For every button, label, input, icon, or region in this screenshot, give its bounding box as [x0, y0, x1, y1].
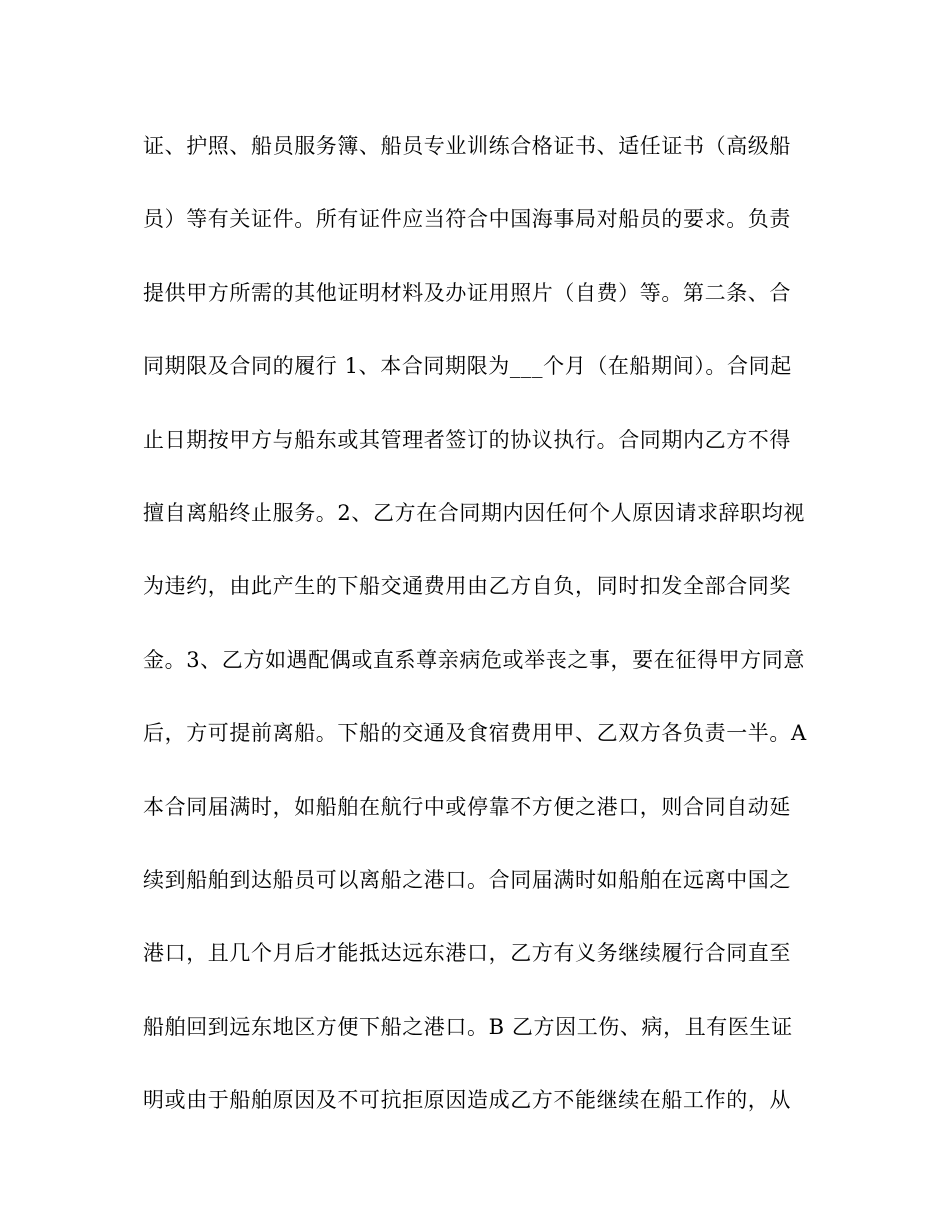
text-line: 提供甲方所需的其他证明材料及办证用照片（自费）等。第二条、合	[143, 280, 791, 305]
text-line: 止日期按甲方与船东或其管理者签订的协议执行。合同期内乙方不得	[143, 427, 791, 452]
text-line: 为违约，由此产生的下船交通费用由乙方自负，同时扣发全部合同奖	[143, 574, 791, 599]
text-line: 金。3、乙方如遇配偶或直系尊亲病危或举丧之事，要在征得甲方同意	[143, 647, 805, 672]
text-line: 续到船舶到达船员可以离船之港口。合同届满时如船舶在远离中国之	[143, 867, 791, 892]
text-line: 本合同届满时，如船舶在航行中或停靠不方便之港口，则合同自动延	[143, 794, 791, 819]
text-line: 船舶回到远东地区方便下船之港口。B 乙方因工伤、病，且有医生证	[143, 1014, 793, 1039]
text-line: 擅自离船终止服务。2、乙方在合同期内因任何个人原因请求辞职均视	[143, 500, 805, 525]
text-line: 明或由于船舶原因及不可抗拒原因造成乙方不能继续在船工作的，从	[143, 1088, 791, 1113]
text-line: 港口，且几个月后才能抵达远东港口，乙方有义务继续履行合同直至	[143, 941, 791, 966]
text-line: 员）等有关证件。所有证件应当符合中国海事局对船员的要求。负责	[143, 207, 791, 232]
text-line: 同期限及合同的履行 1、本合同期限为___个月（在船期间）。合同起	[143, 354, 792, 379]
contract-text-body	[143, 124, 823, 1151]
text-line: 证、护照、船员服务簿、船员专业训练合格证书、适任证书（高级船	[143, 134, 791, 158]
text-line: 后，方可提前离船。下船的交通及食宿费用甲、乙双方各负责一半。A	[143, 721, 807, 746]
